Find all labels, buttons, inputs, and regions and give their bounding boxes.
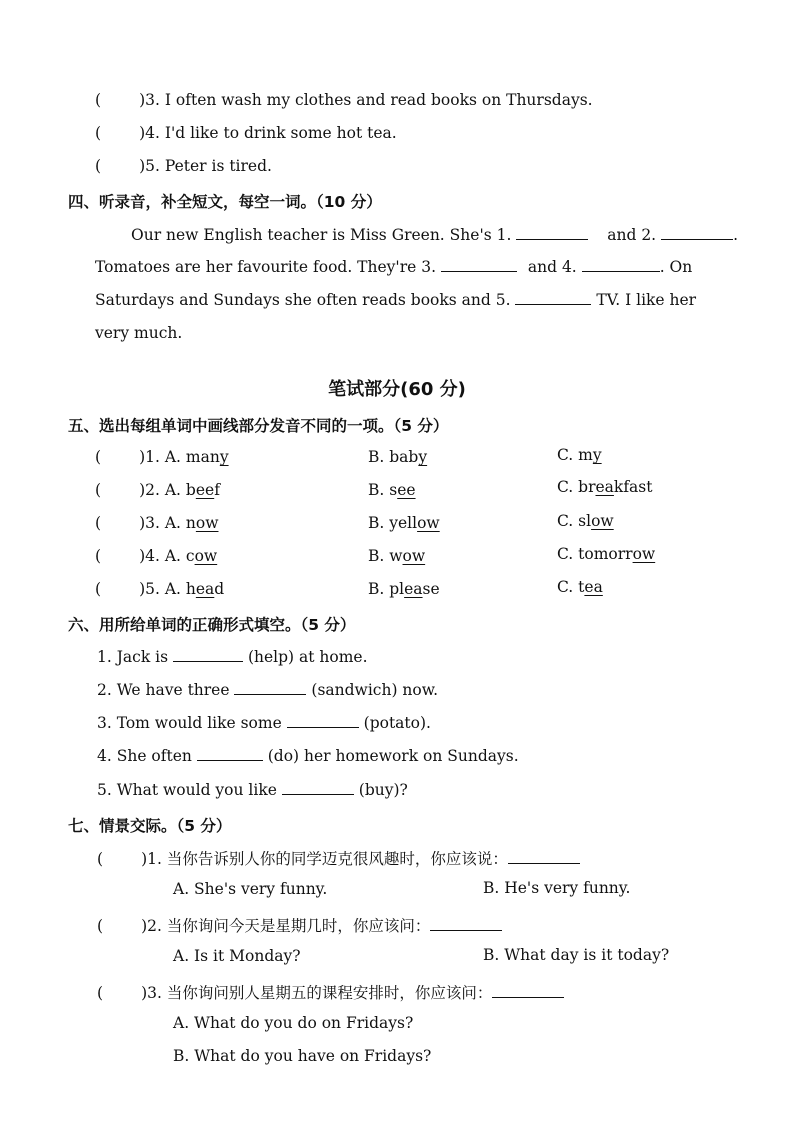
dialog-3-option-a[interactable]: A. What do you do on Fridays? (173, 1014, 414, 1032)
tf-text: I often wash my clothes and read books on Thursdays. (164, 91, 593, 109)
option-b[interactable]: B. wow (368, 547, 426, 565)
tf-item-5: ( )5. Peter is tired. (95, 157, 272, 175)
section-5-title: 五、选出每组单词中画线部分发音不同的一项。（5 分） (68, 417, 449, 435)
fill-blank[interactable] (173, 647, 243, 662)
option-a[interactable]: cow (185, 547, 218, 565)
answer-paren[interactable]: ( (95, 580, 102, 598)
option-c[interactable]: C. tea (557, 578, 603, 596)
fill-item-1: 1. Jack is (help) at home. (97, 648, 368, 666)
option-b[interactable]: B. baby (368, 448, 428, 466)
dialog-1-option-b[interactable]: B. He's very funny. (483, 879, 631, 897)
dialog-2-option-b[interactable]: B. What day is it today? (483, 946, 670, 964)
fill-blank[interactable] (287, 713, 359, 728)
option-a[interactable]: beef (185, 481, 220, 499)
passage-line-2: Tomatoes are her favourite food. They're 3. and 4. . On (95, 258, 693, 276)
option-b[interactable]: B. see (368, 481, 416, 499)
section-4-title: 四、听录音，补全短文，每空一词。（10 分） (68, 193, 382, 211)
dialog-question-3: ( )3. 当你询问别人星期五的课程安排时，你应该问： (97, 981, 564, 1003)
passage-line-1: Our new English teacher is Miss Green. She's 1. and 2. . (131, 226, 738, 244)
tf-item-3: ( )3. I often wash my clothes and read books on Thursdays. (95, 91, 593, 109)
option-b[interactable]: B. yellow (368, 514, 440, 532)
answer-blank[interactable] (430, 916, 502, 931)
answer-paren[interactable]: ( (95, 547, 102, 565)
option-b[interactable]: B. please (368, 580, 440, 598)
option-a[interactable]: now (185, 514, 219, 532)
answer-paren[interactable]: ( (97, 917, 104, 935)
answer-paren[interactable]: ( (95, 91, 102, 109)
written-part-title: 笔试部分(60 分) (328, 379, 466, 400)
answer-blank[interactable] (508, 849, 580, 864)
option-c[interactable]: C. tomorrow (557, 545, 656, 563)
dialog-1-option-a[interactable]: A. She's very funny. (173, 880, 328, 898)
fill-item-2: 2. We have three (sandwich) now. (97, 681, 439, 699)
blank-3[interactable] (441, 257, 517, 272)
answer-paren[interactable]: ( (95, 157, 102, 175)
answer-paren[interactable]: ( (95, 514, 102, 532)
tf-item-4: ( )4. I'd like to drink some hot tea. (95, 124, 397, 142)
section-6-title: 六、用所给单词的正确形式填空。（5 分） (68, 616, 356, 634)
option-c[interactable]: C. my (557, 446, 602, 464)
passage-line-3: Saturdays and Sundays she often reads books and 5. TV. I like her (95, 291, 697, 309)
fill-item-5: 5. What would you like (buy)? (97, 781, 408, 799)
dialog-2-option-a[interactable]: A. Is it Monday? (173, 947, 301, 965)
blank-1[interactable] (516, 225, 588, 240)
option-a[interactable]: head (185, 580, 225, 598)
dialog-3-option-b[interactable]: B. What do you have on Fridays? (173, 1047, 432, 1065)
tf-text: Peter is tired. (164, 157, 272, 175)
answer-paren[interactable]: ( (97, 984, 104, 1002)
fill-blank[interactable] (282, 780, 354, 795)
option-c[interactable]: C. breakfast (557, 478, 653, 496)
passage-line-4: very much. (95, 324, 183, 342)
blank-2[interactable] (661, 225, 733, 240)
blank-4[interactable] (582, 257, 660, 272)
fill-item-3: 3. Tom would like some (potato). (97, 714, 431, 732)
answer-paren[interactable]: ( (95, 481, 102, 499)
section-7-title: 七、情景交际。（5 分） (68, 817, 232, 835)
fill-blank[interactable] (234, 680, 306, 695)
blank-5[interactable] (515, 290, 591, 305)
answer-paren[interactable]: ( (95, 124, 102, 142)
answer-paren[interactable]: ( (95, 448, 102, 466)
fill-blank[interactable] (197, 746, 263, 761)
option-c[interactable]: C. slow (557, 512, 614, 530)
fill-item-4: 4. She often (do) her homework on Sundays. (97, 747, 519, 765)
answer-blank[interactable] (492, 983, 564, 998)
answer-paren[interactable]: ( (97, 850, 104, 868)
tf-text: I'd like to drink some hot tea. (164, 124, 397, 142)
dialog-question-1: ( )1. 当你告诉别人你的同学迈克很风趣时，你应该说： (97, 847, 580, 869)
dialog-question-2: ( )2. 当你询问今天是星期几时，你应该问： (97, 914, 502, 936)
option-a[interactable]: many (185, 448, 229, 466)
